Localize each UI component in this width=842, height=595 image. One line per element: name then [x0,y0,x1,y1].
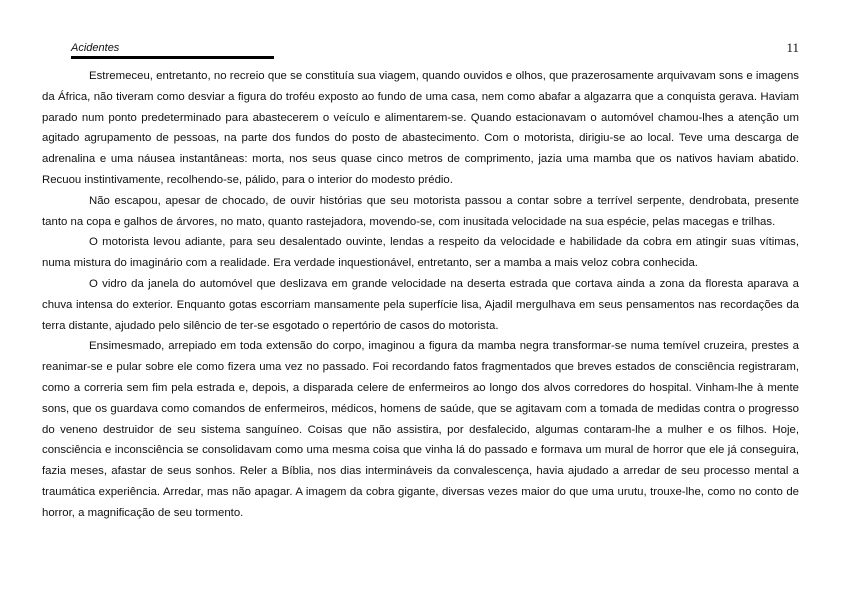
page-header [71,40,799,60]
running-title: Acidentes [71,42,120,54]
paragraph-5: Ensimesmado, arrepiado em toda extensão do corpo, imaginou a figura da mamba negra transformar-se numa temível cruzeira, prestes a reanimar-se e pular sobre ele como fizera uma vez no passado. Foi recordando fatos fragmentados que breves estados de consciência registraram, como a correria sem fim pela estrada e, depois, a disparada celere de enfermeiros ao longo dos alvos corredores do hospital. Vinham-lhe à mente sons, que os guardava como comandos de enfermeiros, médicos, homens de saúde, que se agitavam com a tomada de medidas contra o progresso do veneno destruidor de seu sistema sanguíneo. Coisas que não assistira, por desfalecido, algumas contaram-lhe a mulher e os filhos. Hoje, consciência e inconsciência se consolidavam como uma mesma coisa que vinha lá do passado e formava um mural de horror que ele já conseguira, fazia meses, afastar de seus sonhos. Reler a Bíblia, nos dias intermináveis da convalescença, havia ajudado a arredar de seu processo mental a traumática experiência. Arredar, mas não apagar. A imagem da cobra gigante, diversas vezes maior do que uma urutu, trouxe-lhe, como no conto de horror, a magnificação de seu tormento. [42,340,799,519]
header-rule [71,56,274,59]
paragraph-1: Estremeceu, entretanto, no recreio que se constituía sua viagem, quando ouvidos e olhos, que prazerosamente arquivavam sons e imagens da África, não tiveram como desviar a figura do troféu exposto ao fundo de uma casa, nem como abafar a algazarra que a conquista gerava. Haviam parado num ponto predeterminado para abastecerem o veículo e alimentarem-se. Quando estacionavam o automóvel chamou-lhes a atenção um agitado agrupamento de pessoas, na parte dos fundos do posto de abastecimento. Com o motorista, dirigiu-se ao local. Teve uma descarga de adrenalina e uma náusea instantâneas: morta, nos seus quase cinco metros de comprimento, jazia uma mamba que os nativos haviam abatido. Recuou instintivamente, recolhendo-se, pálido, para o interior do modesto prédio. [42,70,799,186]
paragraph-2: Não escapou, apesar de chocado, de ouvir histórias que seu motorista passou a contar sobre a terrível serpente, dendrobata, presente tanto na copa e galhos de árvores, no mato, quanto rastejadora, movendo-se, com inusitada velocidade na sua espécie, pelas macegas e trilhas. [42,194,799,228]
body-text [42,66,799,524]
paragraph-3: O motorista levou adiante, para seu desalentado ouvinte, lendas a respeito da velocidade e habilidade da cobra em atingir suas vítimas, numa mistura do imaginário com a realidade. Era verdade inquestionável, entretanto, ser a mamba a mais veloz cobra conhecida. [42,236,799,270]
page-number: 11 [786,40,799,55]
paragraph-4: O vidro da janela do automóvel que deslizava em grande velocidade na deserta estrada que cortava ainda a zona da floresta aparava a chuva intensa do exterior. Enquanto gotas escorriam mansamente pela superfície lisa, Ajadil mergulhava em seus pensamentos nas recordações da terra distante, ajudado pelo silêncio de ter-se esgotado o repertório de casos do motorista. [42,277,799,332]
